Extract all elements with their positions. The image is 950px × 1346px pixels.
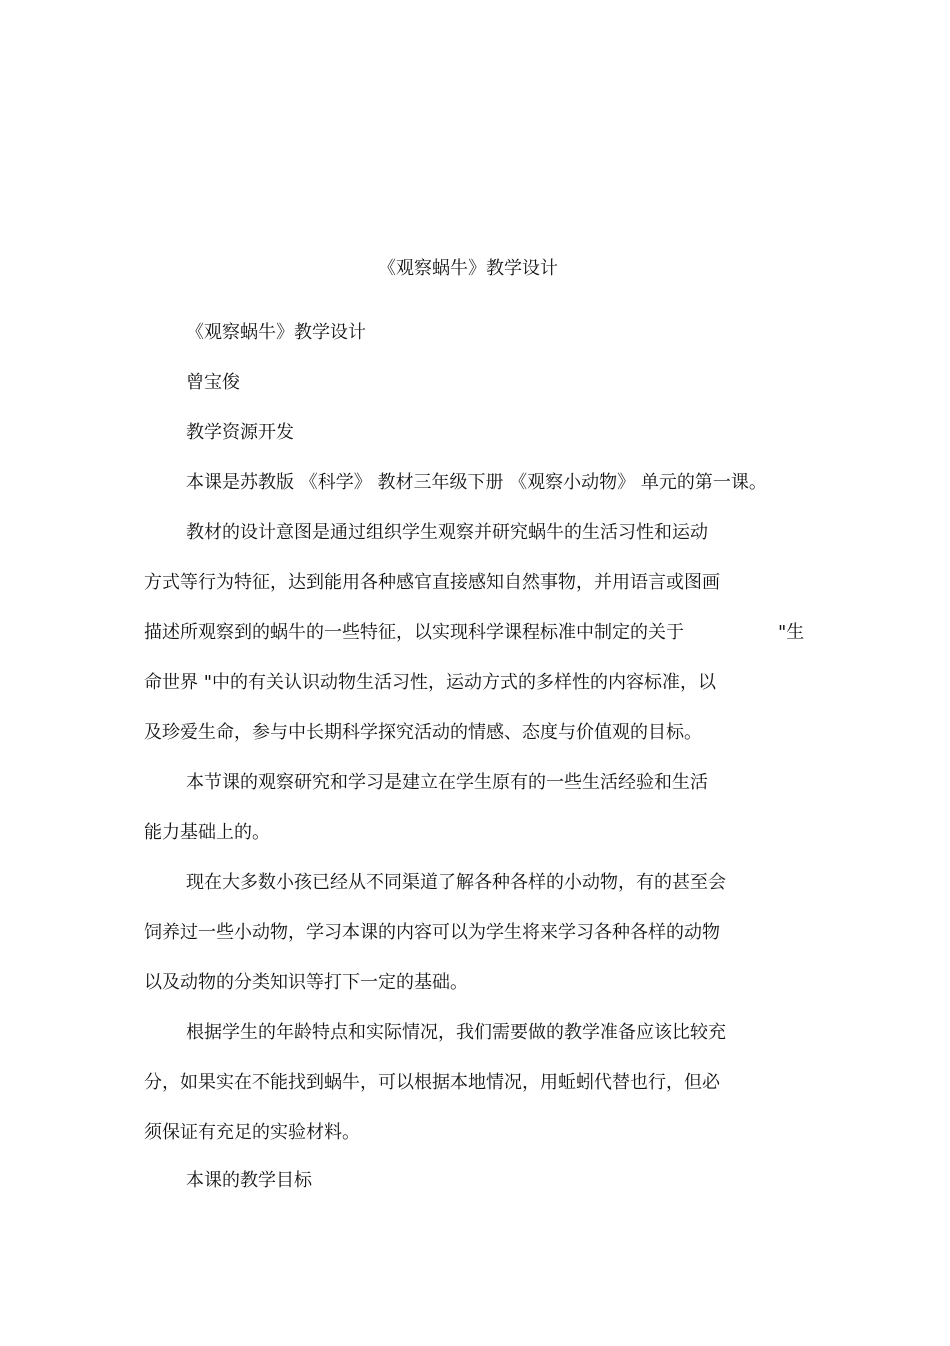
paragraph-line: 以及动物的分类知识等打下一定的基础。 bbox=[144, 972, 468, 993]
paragraph-line: 须保证有充足的实验材料。 bbox=[144, 1122, 360, 1143]
paragraph-line: 现在大多数小孩已经从不同渠道了解各种各样的小动物，有的甚至会 bbox=[186, 872, 726, 893]
paragraph-line: 及珍爱生命，参与中长期科学探究活动的情感、态度与价值观的目标。 bbox=[144, 722, 702, 743]
paragraph-line: 命世界 "中的有关认识动物生活习性，运动方式的多样性的内容标准，以 bbox=[144, 672, 716, 693]
paragraph-line: 饲养过一些小动物，学习本课的内容可以为学生将来学习各种各样的动物 bbox=[144, 922, 720, 943]
paragraph-line: 本节课的观察研究和学习是建立在学生原有的一些生活经验和生活 bbox=[186, 772, 708, 793]
paragraph-line: 本课是苏教版 《科学》 教材三年级下册 《观察小动物》 单元的第一课。 bbox=[186, 472, 767, 493]
paragraph-line: 分，如果实在不能找到蜗牛，可以根据本地情况，用蚯蚓代替也行，但必 bbox=[144, 1072, 720, 1093]
document-subtitle: 《观察蜗牛》教学设计 bbox=[186, 322, 366, 343]
paragraph-line: 方式等行为特征，达到能用各种感官直接感知自然事物，并用语言或图画 bbox=[144, 572, 720, 593]
paragraph-line: 教材的设计意图是通过组织学生观察并研究蜗牛的生活习性和运动 bbox=[186, 522, 708, 543]
paragraph-line-end: "生 bbox=[778, 622, 805, 643]
paragraph-line: 根据学生的年龄特点和实际情况，我们需要做的教学准备应该比较充 bbox=[186, 1022, 726, 1043]
section-heading: 教学资源开发 bbox=[186, 422, 294, 443]
paragraph-line: 描述所观察到的蜗牛的一些特征，以实现科学课程标准中制定的关于 bbox=[144, 622, 684, 643]
paragraph-line: 能力基础上的。 bbox=[144, 822, 270, 843]
author-name: 曾宝俊 bbox=[186, 372, 240, 393]
goals-heading: 本课的教学目标 bbox=[186, 1170, 312, 1191]
document-title: 《观察蜗牛》教学设计 bbox=[378, 258, 558, 279]
